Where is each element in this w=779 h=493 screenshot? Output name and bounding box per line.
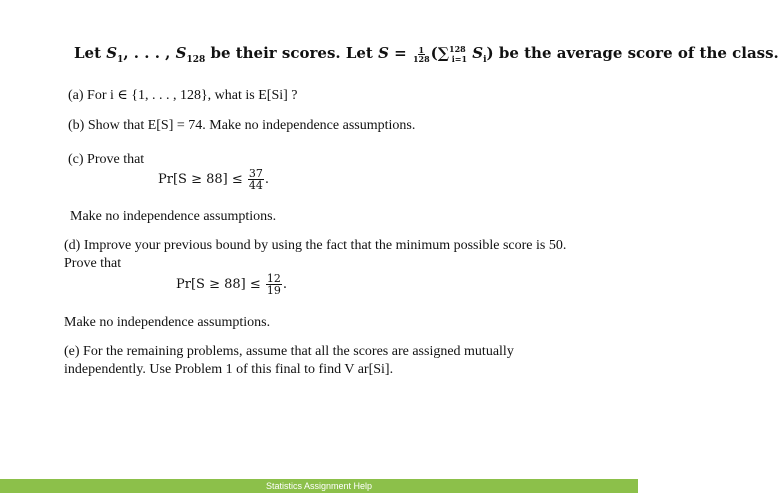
intro-s1: S bbox=[106, 44, 118, 62]
formula-c-fraction bbox=[248, 168, 264, 191]
formula-c-num: 37 bbox=[248, 167, 263, 180]
item-b: (b) Show that E[S] = 74. Make no independence assumptions. bbox=[68, 118, 416, 133]
formula-c-den: 44 bbox=[248, 179, 263, 192]
intro-equals: = bbox=[388, 44, 412, 62]
formula-d-fraction bbox=[266, 273, 282, 296]
intro-sum-top: 128 bbox=[449, 44, 466, 54]
intro-close: ) bbox=[486, 44, 494, 62]
formula-c-lhs: Pr[S ≥ 88] ≤ bbox=[158, 172, 247, 187]
intro-sub-1: 1 bbox=[117, 55, 124, 65]
item-d-note: Make no independence assumptions. bbox=[64, 315, 271, 330]
item-d-line2: Prove that bbox=[64, 256, 122, 271]
intro-sub-i: i bbox=[483, 55, 487, 65]
intro-dots: , . . . , bbox=[123, 44, 176, 62]
intro-sub-128: 128 bbox=[186, 55, 206, 65]
intro-text-a: Let bbox=[74, 44, 107, 62]
footer-bar bbox=[0, 479, 638, 493]
formula-d bbox=[176, 273, 287, 296]
formula-d-lhs: Pr[S ≥ 88] ≤ bbox=[176, 277, 265, 292]
intro-frac-den: 128 bbox=[412, 53, 430, 64]
intro-frac-num: 1 bbox=[418, 44, 425, 55]
intro-si: S bbox=[467, 44, 484, 62]
intro-fraction bbox=[413, 46, 430, 63]
intro-text-c: be the average score of the class. bbox=[493, 44, 779, 62]
formula-c bbox=[158, 168, 269, 191]
item-c-note: Make no independence assumptions. bbox=[70, 209, 277, 224]
formula-d-num: 12 bbox=[266, 272, 281, 285]
formula-d-end: . bbox=[282, 277, 288, 292]
intro-s128: S bbox=[175, 44, 187, 62]
item-d-line1: (d) Improve your previous bound by using the fact that the minimum possible score is 50. bbox=[64, 238, 567, 253]
item-a: (a) For i ∈ {1, . . . , 128}, what is E[Si] ? bbox=[68, 88, 298, 103]
intro-s: S bbox=[378, 44, 389, 62]
footer-label: Statistics Assignment Help bbox=[265, 481, 373, 491]
item-c: (c) Prove that bbox=[68, 152, 145, 167]
intro-sum: (∑ bbox=[430, 44, 450, 62]
item-e-line1: (e) For the remaining problems, assume that all the scores are assigned mutually bbox=[64, 344, 514, 359]
intro-sum-bottom: i=1 bbox=[451, 54, 468, 64]
formula-d-den: 19 bbox=[266, 284, 281, 297]
formula-c-end: . bbox=[264, 172, 270, 187]
intro-line bbox=[74, 44, 779, 65]
item-e-line2: independently. Use Problem 1 of this final to find V ar[Si]. bbox=[64, 362, 394, 377]
intro-text-b: be their scores. Let bbox=[205, 44, 379, 62]
